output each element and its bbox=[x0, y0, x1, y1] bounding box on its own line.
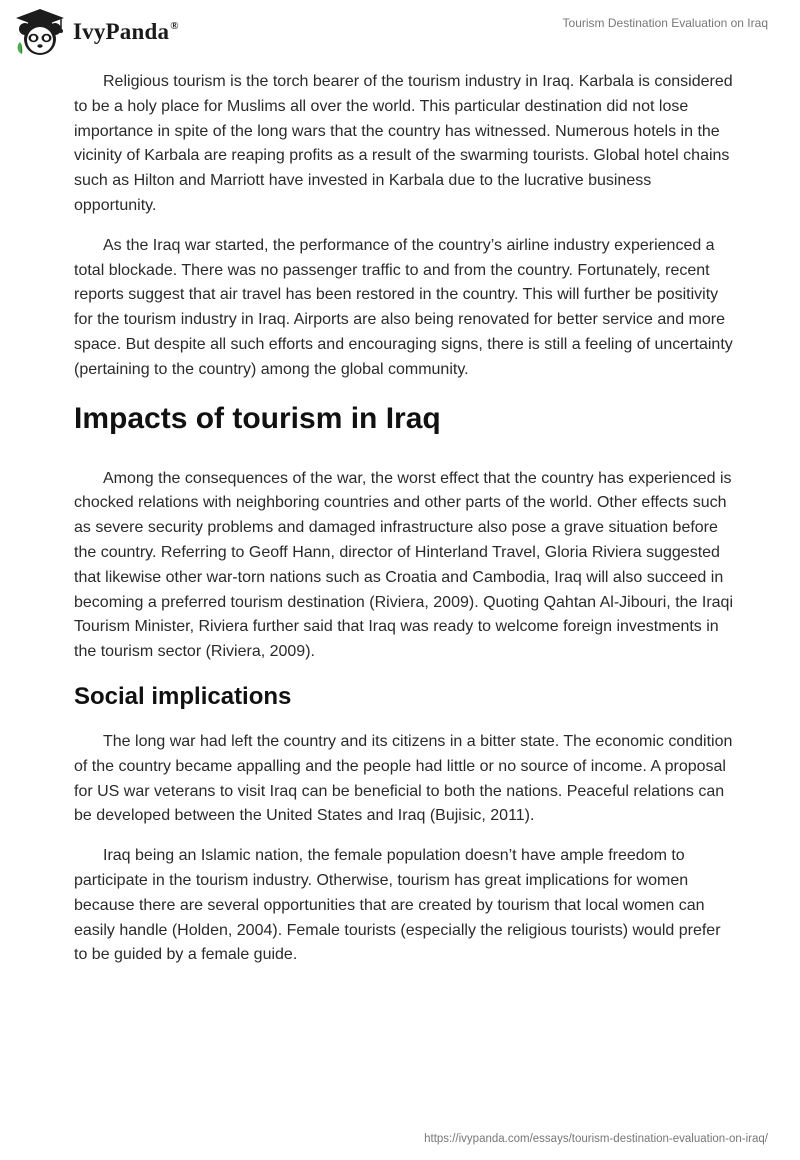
document-title: Tourism Destination Evaluation on Iraq bbox=[562, 16, 768, 30]
essay-content bbox=[74, 70, 734, 983]
ivypanda-logo[interactable] bbox=[14, 8, 179, 56]
panda-graduate-icon bbox=[14, 8, 66, 56]
source-url[interactable]: https://ivypanda.com/essays/tourism-destination-evaluation-on-iraq/ bbox=[424, 1133, 768, 1145]
page-header bbox=[0, 0, 800, 64]
subsection-heading: Social implications bbox=[74, 682, 292, 710]
trademark-symbol: ® bbox=[170, 20, 179, 32]
section-heading: Impacts of tourism in Iraq bbox=[74, 401, 441, 435]
paragraph: Iraq being an Islamic nation, the female population doesn’t have ample freedom to participate in the tourism industry. Otherwise, tourism has great implications for women because there are several opportunities that are created by tourism that local women can easily handle (Holden, 2004). Female tourists (especially the religious tourists) would prefer to be guided by a female guide. bbox=[74, 847, 721, 964]
paragraph: As the Iraq war started, the performance of the country’s airline industry experienced a total blockade. There was no passenger traffic to and from the country. Fortunately, recent reports suggest that air travel has been restored in the country. This will further be positivity for the tourism industry in Iraq. Airports are also being renovated for better service and more space. But despite all such efforts and encouraging signs, there is still a feeling of uncertainty (pertaining to the country) among the global community. bbox=[74, 236, 733, 378]
brand-name: IvyPanda® bbox=[73, 19, 179, 44]
paragraph: The long war had left the country and its citizens in a bitter state. The economic condition of the country became appalling and the people had little or no source of income. A proposal for US war veterans to visit Iraq can be beneficial to both the nations. Peaceful relations can be developed between the United States and Iraq (Bujisic, 2011). bbox=[74, 732, 733, 825]
paragraph: Religious tourism is the torch bearer of the tourism industry in Iraq. Karbala is considered to be a holy place for Muslims all over the world. This particular destination did not lose importance in spite of the long wars that the country has witnessed. Numerous hotels in the vicinity of Karbala are reaping profits as a result of the swarming tourists. Global hotel chains such as Hilton and Marriott have invested in Karbala due to the lucrative business opportunity. bbox=[74, 73, 733, 214]
paragraph: Among the consequences of the war, the worst effect that the country has experienced is chocked relations with neighboring countries and other parts of the world. Other effects such as severe security problems and damaged infrastructure also pose a grave situation before the country. Referring to Geoff Hann, director of Hinterland Travel, Gloria Riviera suggested that likewise other war-torn nations such as Croatia and Cambodia, Iraq will also succeed in becoming a preferred tourism destination (Riviera, 2009). Quoting Qahtan Al-Jibouri, the Iraqi Tourism Minister, Riviera further said that Iraq was ready to welcome foreign investments in the tourism sector (Riviera, 2009). bbox=[74, 469, 734, 661]
